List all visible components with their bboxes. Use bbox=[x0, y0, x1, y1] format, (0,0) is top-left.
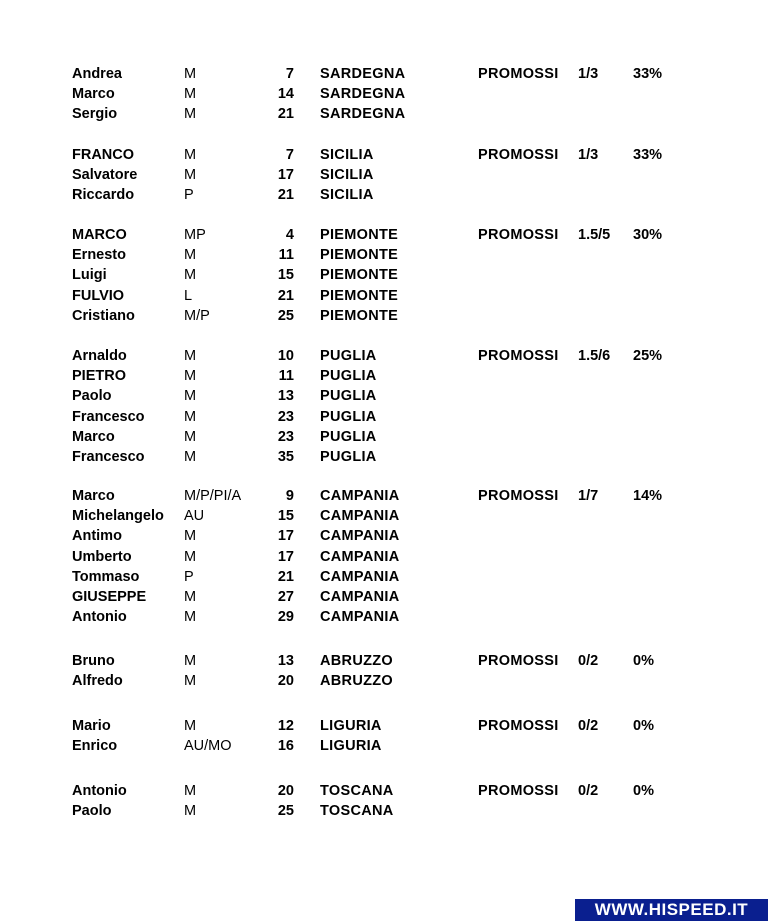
player-number: 17 bbox=[277, 167, 294, 184]
player-name: Michelangelo bbox=[72, 508, 164, 525]
player-role: M/P/PI/A bbox=[184, 488, 241, 504]
player-name: Antimo bbox=[72, 528, 122, 545]
player-number: 7 bbox=[285, 147, 294, 163]
table-row bbox=[0, 185, 768, 205]
group-status: PROMOSSI bbox=[478, 147, 559, 163]
group-status: PROMOSSI bbox=[478, 653, 559, 669]
player-number: 4 bbox=[285, 227, 294, 243]
player-name: Francesco bbox=[72, 408, 145, 425]
player-region: SICILIA bbox=[320, 147, 374, 163]
table-row bbox=[0, 104, 768, 124]
player-number: 9 bbox=[285, 488, 294, 504]
player-region: PUGLIA bbox=[320, 449, 377, 465]
player-role: M bbox=[184, 718, 197, 734]
player-region: CAMPANIA bbox=[320, 528, 400, 545]
player-number: 11 bbox=[278, 368, 294, 385]
player-name: Antonio bbox=[72, 609, 127, 626]
player-region: PIEMONTE bbox=[320, 307, 399, 324]
player-role: M bbox=[184, 673, 197, 690]
player-role: L bbox=[184, 287, 193, 304]
table-row bbox=[0, 265, 768, 285]
player-region: TOSCANA bbox=[320, 783, 394, 799]
player-role: M bbox=[184, 589, 197, 605]
table-row bbox=[0, 781, 768, 801]
table-row bbox=[0, 567, 768, 587]
player-name: Ernesto bbox=[72, 247, 126, 264]
group-status: PROMOSSI bbox=[478, 488, 559, 504]
table-row bbox=[0, 651, 768, 671]
player-region: PUGLIA bbox=[320, 348, 377, 364]
player-number: 13 bbox=[277, 653, 294, 669]
player-role: M bbox=[184, 428, 197, 445]
player-role: M bbox=[184, 548, 197, 565]
table-row bbox=[0, 526, 768, 546]
player-name: PIETRO bbox=[72, 368, 126, 385]
group-ratio: 0/2 bbox=[578, 653, 599, 669]
player-region: CAMPANIA bbox=[320, 568, 400, 585]
player-name: Arnaldo bbox=[72, 348, 127, 364]
player-region: PIEMONTE bbox=[320, 227, 399, 243]
player-name: Marco bbox=[72, 86, 115, 103]
player-number: 13 bbox=[277, 388, 294, 405]
table-row bbox=[0, 427, 768, 447]
player-number: 21 bbox=[277, 187, 294, 204]
player-role: AU bbox=[184, 508, 205, 525]
table-row bbox=[0, 346, 768, 366]
player-name: Bruno bbox=[72, 653, 115, 669]
player-name: Marco bbox=[72, 488, 115, 504]
player-region: PUGLIA bbox=[320, 388, 377, 405]
player-name: FRANCO bbox=[72, 147, 135, 163]
player-name: Riccardo bbox=[72, 187, 135, 204]
player-number: 11 bbox=[278, 247, 294, 264]
group-percentage: 30% bbox=[633, 227, 663, 243]
player-number: 14 bbox=[277, 86, 294, 103]
player-region: SARDEGNA bbox=[320, 86, 406, 103]
player-name: GIUSEPPE bbox=[72, 589, 147, 605]
player-role: M bbox=[184, 653, 197, 669]
group-percentage: 25% bbox=[633, 348, 663, 364]
player-role: M bbox=[184, 267, 197, 284]
group-percentage: 14% bbox=[633, 488, 663, 504]
table-row bbox=[0, 84, 768, 104]
group-status: PROMOSSI bbox=[478, 227, 559, 243]
player-number: 21 bbox=[277, 568, 294, 585]
player-role: M bbox=[184, 783, 197, 799]
group-status: PROMOSSI bbox=[478, 783, 559, 799]
table-row bbox=[0, 386, 768, 406]
player-role: M bbox=[184, 449, 197, 465]
player-number: 27 bbox=[277, 589, 294, 605]
player-region: PUGLIA bbox=[320, 368, 377, 385]
player-name: Paolo bbox=[72, 388, 112, 405]
player-region: SARDEGNA bbox=[320, 66, 406, 82]
player-role: P bbox=[184, 568, 194, 585]
player-role: M bbox=[184, 86, 197, 103]
table-row bbox=[0, 486, 768, 506]
player-role: M bbox=[184, 388, 197, 405]
table-row bbox=[0, 607, 768, 627]
table-row bbox=[0, 145, 768, 165]
table-row bbox=[0, 716, 768, 736]
player-role: M bbox=[184, 803, 197, 820]
player-number: 23 bbox=[277, 428, 294, 445]
table-row bbox=[0, 64, 768, 84]
player-number: 15 bbox=[277, 508, 294, 525]
group-percentage: 0% bbox=[633, 653, 654, 669]
player-region: CAMPANIA bbox=[320, 609, 400, 626]
player-region: PUGLIA bbox=[320, 428, 377, 445]
group-percentage: 0% bbox=[633, 783, 654, 799]
player-number: 20 bbox=[277, 673, 294, 690]
hispeed-watermark: WWW.HISPEED.IT bbox=[575, 899, 768, 921]
group-ratio: 1.5/5 bbox=[578, 227, 611, 243]
table-row bbox=[0, 587, 768, 607]
player-number: 17 bbox=[277, 528, 294, 545]
group-status: PROMOSSI bbox=[478, 66, 559, 82]
player-region: PIEMONTE bbox=[320, 287, 399, 304]
player-name: Paolo bbox=[72, 803, 112, 820]
player-region: SARDEGNA bbox=[320, 106, 406, 123]
table-row bbox=[0, 801, 768, 821]
player-name: Salvatore bbox=[72, 167, 138, 184]
table-row bbox=[0, 736, 768, 756]
table-row bbox=[0, 165, 768, 185]
player-role: M bbox=[184, 348, 197, 364]
player-name: Alfredo bbox=[72, 673, 123, 690]
player-region: LIGURIA bbox=[320, 738, 382, 755]
player-number: 21 bbox=[277, 287, 294, 304]
group-ratio: 1/3 bbox=[578, 66, 599, 82]
player-name: Sergio bbox=[72, 106, 118, 123]
table-row bbox=[0, 547, 768, 567]
table-row bbox=[0, 286, 768, 306]
player-role: P bbox=[184, 187, 194, 204]
player-name: Cristiano bbox=[72, 307, 135, 324]
player-region: ABRUZZO bbox=[320, 653, 393, 669]
player-region: SICILIA bbox=[320, 167, 374, 184]
player-role: M bbox=[184, 609, 197, 626]
player-number: 20 bbox=[277, 783, 294, 799]
player-number: 29 bbox=[277, 609, 294, 626]
player-region: PIEMONTE bbox=[320, 247, 399, 264]
group-percentage: 33% bbox=[633, 147, 663, 163]
player-role: M bbox=[184, 247, 197, 264]
player-role: M bbox=[184, 66, 197, 82]
player-region: TOSCANA bbox=[320, 803, 394, 820]
player-name: MARCO bbox=[72, 227, 127, 243]
player-number: 12 bbox=[277, 718, 294, 734]
player-name: Andrea bbox=[72, 66, 122, 82]
player-number: 25 bbox=[277, 803, 294, 820]
player-number: 10 bbox=[277, 348, 294, 364]
table-row bbox=[0, 671, 768, 691]
player-number: 16 bbox=[277, 738, 294, 755]
player-region: ABRUZZO bbox=[320, 673, 393, 690]
player-region: LIGURIA bbox=[320, 718, 382, 734]
player-region: PUGLIA bbox=[320, 408, 377, 425]
table-row bbox=[0, 506, 768, 526]
group-percentage: 33% bbox=[633, 66, 663, 82]
player-region: CAMPANIA bbox=[320, 508, 400, 525]
table-row bbox=[0, 306, 768, 326]
player-number: 17 bbox=[277, 548, 294, 565]
player-name: Umberto bbox=[72, 548, 132, 565]
player-region: CAMPANIA bbox=[320, 488, 400, 504]
player-name: Enrico bbox=[72, 738, 118, 755]
group-ratio: 0/2 bbox=[578, 718, 599, 734]
group-ratio: 0/2 bbox=[578, 783, 599, 799]
player-number: 23 bbox=[277, 408, 294, 425]
group-ratio: 1.5/6 bbox=[578, 348, 611, 364]
group-status: PROMOSSI bbox=[478, 348, 559, 364]
player-number: 15 bbox=[277, 267, 294, 284]
group-percentage: 0% bbox=[633, 718, 654, 734]
player-number: 25 bbox=[277, 307, 294, 324]
group-ratio: 1/7 bbox=[578, 488, 599, 504]
table-row bbox=[0, 407, 768, 427]
player-role: AU/MO bbox=[184, 738, 232, 755]
player-region: SICILIA bbox=[320, 187, 374, 204]
player-role: MP bbox=[184, 227, 206, 243]
player-role: M/P bbox=[184, 307, 210, 324]
table-row bbox=[0, 225, 768, 245]
player-role: M bbox=[184, 147, 197, 163]
player-role: M bbox=[184, 408, 197, 425]
player-role: M bbox=[184, 528, 197, 545]
player-region: PIEMONTE bbox=[320, 267, 399, 284]
player-role: M bbox=[184, 167, 197, 184]
player-region: CAMPANIA bbox=[320, 589, 400, 605]
group-status: PROMOSSI bbox=[478, 718, 559, 734]
player-role: M bbox=[184, 368, 197, 385]
player-role: M bbox=[184, 106, 197, 123]
player-name: Mario bbox=[72, 718, 111, 734]
table-row bbox=[0, 245, 768, 265]
player-number: 7 bbox=[285, 66, 294, 82]
group-ratio: 1/3 bbox=[578, 147, 599, 163]
player-region: CAMPANIA bbox=[320, 548, 400, 565]
player-name: Antonio bbox=[72, 783, 127, 799]
player-name: Marco bbox=[72, 428, 115, 445]
player-number: 35 bbox=[277, 449, 294, 465]
table-row bbox=[0, 447, 768, 467]
player-name: FULVIO bbox=[72, 287, 125, 304]
player-name: Francesco bbox=[72, 449, 145, 465]
player-name: Tommaso bbox=[72, 568, 140, 585]
table-row bbox=[0, 366, 768, 386]
player-name: Luigi bbox=[72, 267, 107, 284]
player-number: 21 bbox=[277, 106, 294, 123]
